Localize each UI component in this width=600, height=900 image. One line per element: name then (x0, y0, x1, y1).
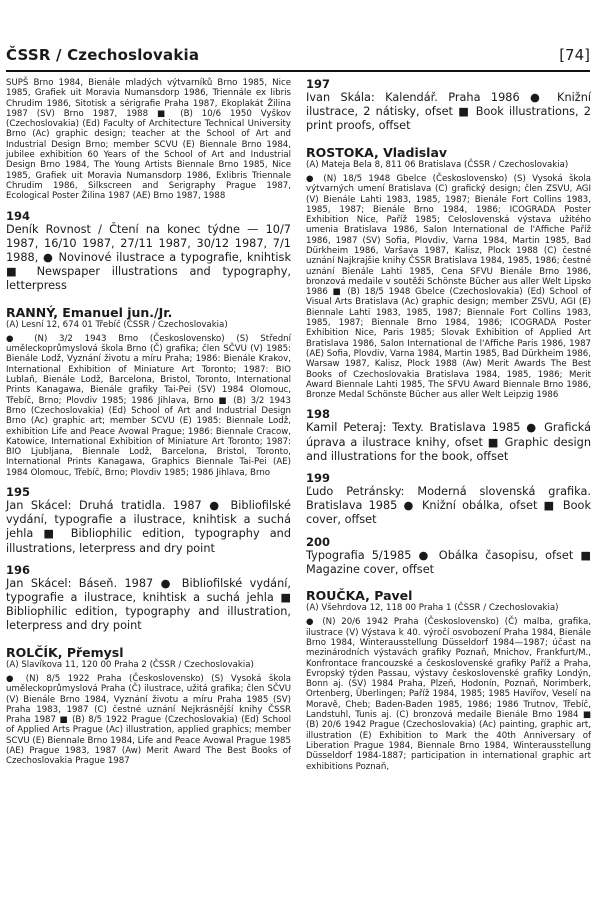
page-number: [74] (559, 46, 590, 64)
entry-number: 198 (306, 407, 331, 422)
entry-number: 199 (306, 471, 331, 486)
artist-name: ROLČÍK, Přemysl (6, 644, 124, 660)
entry-description: Kamil Peteraj: Texty. Bratislava 1985 ● Grafická úprava a ilustrace knihy, ofset ■ Graphic design and illustrations for the book, offset (306, 421, 591, 463)
entry-description: Jan Skácel: Druhá tratidla. 1987 ● Bibliofilské vydání, typografie a ilustrace, knihtisk a suchá jehla ■ Bibliophilic edition, typography and illustrations, leterpress and dry point (6, 499, 291, 555)
artist-name: ROUČKA, Pavel (306, 588, 413, 604)
artist-address: (A) Slavíkova 11, 120 00 Praha 2 (ČSSR / Czechoslovakia) (6, 659, 254, 670)
entry-number: 194 (6, 208, 31, 223)
entry-number: 195 (6, 485, 31, 500)
entry-description: Jan Skácel: Báseň. 1987 ● Bibliofilské vydání, typografie a ilustrace, knihtisk a suchá jehla ■ Bibliophilic edition, typography and illustration, leterpress and dry point (6, 576, 291, 633)
artist-address: (A) Mateja Bela 8, 811 06 Bratislava (ČSSR / Czechoslovakia) (306, 159, 569, 170)
entry-number: 197 (306, 77, 331, 91)
right-column (306, 78, 591, 772)
artist-bio: ● (N) 20/6 1942 Praha (Československo) (Č) malba, grafika, ilustrace (V) Výstava k 40. výročí osvobození Praha 1984, Bienále Brno 1984, Winterausstellung Düsseldorf 1984—1987; účast na mezinárodních výstavách grafiky Poznaň, Mnichov, Frankfurt/M., Konfrontace francouzské a československé grafiky Paříž a Praha, Evropský týden Passau, výstavy československé grafiky Londýn, Bonn aj. (SV) 1984 Praha, Plzeň, Hodonín, Poznaň, Norimberk, Ortenberg, Überlingen; Paříž 1984, 1985; 1985 Havířov, Veselí na Moravě, Cheb; Baden-Baden 1985, 1986; 1986 Trutnov, Třebíč, Landstuhl, Tunis aj. (C) bronzová medaile Bienále Brno 1984 ■ (B) 20/6 1942 Prague (Czechoslovakia) (Ac) painting, graphic art, illustration (E) Exhibition to Mark the 40th Anniversary of Liberation Prague 1984, Biennale Brno 1984, Winterausstellung Düsseldorf 1984-1887; participation in international graphic art exhibitions Poznaň, (306, 617, 591, 772)
intro-text: SUPŠ Brno 1984, Bienále mladých výtvarníků Brno 1985, Nice 1985, Grafiek uit Moravia Numansdorp 1986, Triennále ex libris Chrudim 1986, Sitotisk a sérigrafie Praha 1987, Ekoplakát Žilina 1987 (SV) Brno 1987, 1988 ■ (B) 10/6 1950 Vyškov (Czechoslovakia) (Ed) Faculty of Architecture Technical University Brno (Ac) graphic design; teacher at the School of Art and Industrial Design Brno; member SCVU (E) Biennale Brno 1984, jubilee exhibition 60 Years of the School of Art and Industrial Design Brno 1984, The Young Artists Biennale Brno 1985, Nice 1985, Grafiek uit Moravia Numansdorp 1986, Exlibris Triennale Chrudim 1986, Silkscreen and Serigraphy Prague 1987, Ecological Poster Žilina 1987 (AE) Brno 1987, 1988 (6, 78, 291, 202)
artist-name: ROSTOKA, Vladislav (306, 144, 448, 160)
artist-address: (A) Všehrdova 12, 118 00 Praha 1 (ČSSR / Czechoslovakia) (306, 603, 559, 614)
entry-description: Deník Rovnost / Čtení na konec týdne — 10/7 1987, 16/10 1987, 27/11 1987, 30/12 1987, 7/1 1988, ● Novinové ilustrace a typografie, knihtisk ■ Newspaper illustrations and typography, letterpress (6, 222, 291, 293)
entry-description: Typografia 5/1985 ● Obálka časopisu, ofset ■ Magazine cover, offset (306, 548, 591, 576)
artist-name: RANNÝ, Emanuel jun./Jr. (6, 304, 173, 320)
left-column (6, 78, 291, 767)
artist-bio: ● (N) 8/5 1922 Praha (Československo) (S) Vysoká škola uměleckoprůmyslová Praha (Č) ilustrace, užitá grafika; člen SČVU (V) Bienále Brno 1984, Vyznání životu a míru Praha 1985 (SV) Praha 1983, 1987 (C) čestné uznání Nejkrásnější knihy ČSSR Praha 1987 ■ (B) 8/5 1922 Prague (Czechoslovakia) (Ed) School of Applied Arts Prague (Ac) illustration, applied graphics; member SCVU (E) Biennale Brno 1984, Life and Peace Avowal Prague 1985 (AE) Prague 1983, 1987 (Aw) Merit Award The Best Books of Czechoslovakia Prague 1987 (6, 673, 291, 767)
entry-description: Ľudo Petránsky: Moderná slovenská grafika. Bratislava 1985 ● Knižní obálka, ofset ■ Book cover, offset (306, 485, 591, 527)
artist-bio: ● (N) 3/2 1943 Brno (Československo) (S) Střední uměleckoprůmyslová škola Brno (Č) grafika; člen SČVU (V) 1985: Bienále Lodž, Vyznání životu a míru Praha; 1986: Bienále Krakov, International Exhibition of Miniature Art Toronto; 1987: BIO Lublaň, Bienále Lodž, Barcelona, Bristol, Toronto, International Prints Kanagawa, Bienále grafiky Tai-Pei (SV) 1984 Olomouc, Třebíč, Brno; Plovdiv 1985; 1986 Jihlava, Brno ■ (B) 3/2 1943 Brno (Czechoslovakia) (Ed) School of Art and Industrial Design Brno (Ac) graphic art; member SCVU (E) 1985: Biennale Lodž, exhibition Life and Peace Avowal Prague; 1986: Biennale Cracow, Katowice, International Exhibition of Miniature Art Toronto; 1987: BIO Ljubljana, Biennale Lodž, Barcelona, Bristol, Toronto, International Prints Kanagawa, Graphics Biennale Tai-Pei (AE) 1984 Olomouc, Třebíč, Brno; Plovdiv 1985; 1986 Jihlava, Brno (6, 333, 291, 478)
section-title: ČSSR / Czechoslovakia (6, 46, 200, 64)
artist-address: (A) Lesní 12, 674 01 Třebíč (ČSSR / Czechoslovakia) (6, 319, 228, 330)
artist-bio: ● (N) 18/5 1948 Gbelce (Československo) (S) Vysoká škola výtvarných umení Bratislava (C) grafický design; člen ZSVU, AGI (V) Bienále Lahti 1983, 1985, 1987; Bienále Fort Collins 1983, 1985, 1987; Bienále Brno 1984, 1986; ICOGRADA Poster Exhibition Nice, Paříž 1985; Celoslovenská výstava užitého umenia Bratislava 1986, Salon International de l'Affiche Paříž 1986, 1987 (SV) Sofia, Plovdiv, Varna 1984, Martin 1985, Bad Dürkheim 1986, Varšava 1987, Kalisz, Plock 1988 (C) čestné uznání Najkrajšie knihy ČSSR Bratislava 1984, 1985, 1986; čestné uznání Bienále Lahti 1985, Cena SFVU Bienále Brno 1986, bronzová medaile v soutěži Schönste Bücher aus aller Welt Lipsko 1986 ■ (B) 18/5 1948 Gbelce (Czechoslovakia) (Ed) School of Visual Arts Bratislava (Ac) graphic design; member ZSVU, AGI (E) Biennale Lahti 1983, 1985, 1987; Biennale Fort Collins 1983, 1985, 1987; Biennale Brno 1984, 1986; ICOGRADA Poster Exhibition Nice, Paris 1985; Slovak Exhibition of Applied Art Bratislava 1986, Salon International de l'Affiche Paris 1986, 1987 (AE) Sofia, Plovdiv, Varna 1984, Martin 1985, Bad Dürkheim 1986, Warsaw 1987, Kalisz, Plock 1988 (Aw) Merit Awards The Best Books of Czechoslovakia Bratislava 1984, 1985, 1986; Merit Award Biennale Lahti 1985, The SFVU Award Biennale Brno 1986, Bronze Medal Schönste Bücher aus aller Welt Leipzig 1986 (306, 173, 591, 401)
entry-description: Ivan Skála: Kalendář. Praha 1986 ● Knižní ilustrace, 2 nátisky, ofset ■ Book illustrations, 2 print proofs, offset (306, 91, 591, 133)
header-rule (6, 70, 590, 72)
entry-number: 200 (306, 534, 331, 549)
entry-number: 196 (6, 562, 31, 577)
